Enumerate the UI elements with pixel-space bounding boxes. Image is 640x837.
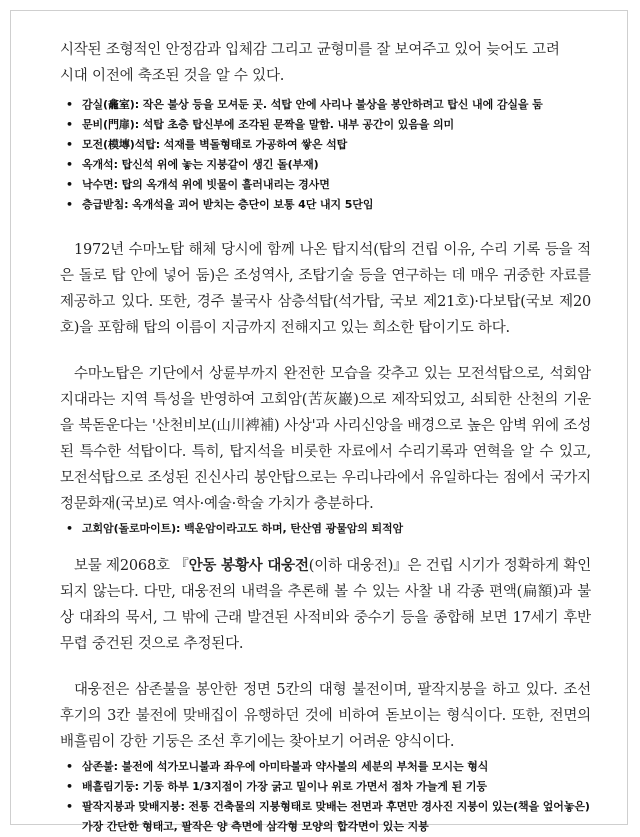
bullet-icon: • (66, 522, 73, 535)
bullet-icon: • (66, 158, 73, 171)
footnote-item: • 낙수면: 탑의 옥개석 위에 빗물이 흘러내리는 경사면 (60, 175, 591, 195)
bullet-icon: • (66, 760, 73, 773)
footnotes-structure (60, 95, 591, 215)
paragraph-sumanotap: 수마노탑은 기단에서 상륜부까지 완전한 모습을 갖추고 있는 모전석탑으로, 석회암 지대라는 지역 특성을 반영하여 고회암(苦灰巖)으로 제작되었고, 쇠퇴한 산천의 기운을 북돋운다는 '산천비보(山川裨補) 사상'과 사리신앙을 배경으로 높은 암벽 위에 조성된 특수한 석탑이다. 특히, 탑지석을 비롯한 자료에서 수리기록과 연혁을 알 수 있고, 모전석탑으로 조성된 진신사리 봉안탑으로는 우리나라에서 유일하다는 점에서 국가지정문화재(국보)로 역사·예술·학술 가치가 충분하다. (60, 366, 591, 512)
bullet-icon: • (66, 780, 73, 793)
bullet-icon: • (66, 198, 73, 211)
footnote-item: • 옥개석: 탑신석 위에 놓는 지붕같이 생긴 돌(부재) (60, 155, 591, 175)
intro-line-2: 시대 이전에 축조된 것을 알 수 있다. (60, 68, 285, 84)
intro-paragraph (60, 37, 591, 89)
document-page (10, 10, 628, 833)
paragraph-tapjiseok: 1972년 수마노탑 해체 당시에 함께 나온 탑지석(탑의 건립 이유, 수리 기록 등을 적은 돌로 탑 안에 넣어 둠)은 조성역사, 조탑기술 등을 연구하는 데 매우 귀중한 자료를 제공하고 있다. 또한, 경주 불국사 삼층석탑(석가탑, 국보 제21호)·다보탑(국보 제20호)을 포함해 탑의 이름이 지금까지 전해지고 있는 희소한 탑이기도 하다. (60, 242, 591, 336)
footnote-item: • 배흘림기둥: 기둥 하부 1/3지점이 가장 굵고 밑이나 위로 가면서 점차 가늘게 된 기둥 (60, 777, 591, 797)
footnote-item: • 모전(模塼)석탑: 석재를 벽돌형태로 가공하여 쌓은 석탑 (60, 135, 591, 155)
bullet-icon: • (66, 98, 73, 111)
heritage-title: 안동 봉황사 대웅전 (188, 557, 309, 574)
paragraph-daeungjeon-intro: 보물 제2068호 『안동 봉황사 대웅전(이하 대웅전)』은 건립 시기가 정확하게 확인되지 않는다. 다만, 대웅전의 내력을 추론해 볼 수 있는 사찰 내 각종 편액(扁額)과 불상 대좌의 묵서, 그 밖에 근래 발견된 사적비와 중수기 등을 종합해 보면 17세기 후반 무렵 중건된 것으로 추정된다. (60, 557, 592, 652)
footnotes-dolomite (60, 519, 591, 539)
footnotes-architecture (60, 757, 591, 837)
bullet-icon: • (66, 800, 73, 813)
intro-line-1: 시작된 조형적인 안정감과 입체감 그리고 균형미를 잘 보여주고 있어 늦어도 고려 (60, 42, 560, 58)
document-content (60, 11, 591, 837)
paragraph-daeungjeon-form: 대웅전은 삼존불을 봉안한 정면 5칸의 대형 불전이며, 팔작지붕을 하고 있다. 조선후기의 3칸 불전에 맞배집이 유행하던 것에 비하여 돋보이는 형식이다. 또한, 전면의 배흘림이 강한 기둥은 조선 후기에는 찾아보기 어려운 양식이다. (60, 682, 591, 750)
footnote-item: • 감실(龕室): 작은 불상 등을 모셔둔 곳. 석탑 안에 사리나 불상을 봉안하려고 탑신 내에 감실을 둠 (60, 95, 591, 115)
footnote-item: • 팔작지붕과 맞배지붕: 전통 건축물의 지붕형태로 맞배는 전면과 후면만 경사진 지붕이 있는(책을 엎어놓은) 가장 간단한 형태고, 팔작은 양 측면에 삼각형 모양의 합각면이 있는 지붕 (60, 797, 591, 837)
footnote-item: • 삼존불: 불전에 석가모니불과 좌우에 아미타불과 약사불의 세분의 부처를 모시는 형식 (60, 757, 591, 777)
bullet-icon: • (66, 178, 73, 191)
footnote-item: • 문비(門扉): 석탑 초층 탑신부에 조각된 문짝을 말함. 내부 공간이 있음을 의미 (60, 115, 591, 135)
bullet-icon: • (66, 138, 73, 151)
footnote-item: • 층급받침: 옥개석을 괴어 받치는 층단이 보통 4단 내지 5단임 (60, 195, 591, 215)
footnote-item: • 고회암(돌로마이트): 백운암이라고도 하며, 탄산염 광물암의 퇴적암 (60, 519, 591, 539)
bullet-icon: • (66, 118, 73, 131)
